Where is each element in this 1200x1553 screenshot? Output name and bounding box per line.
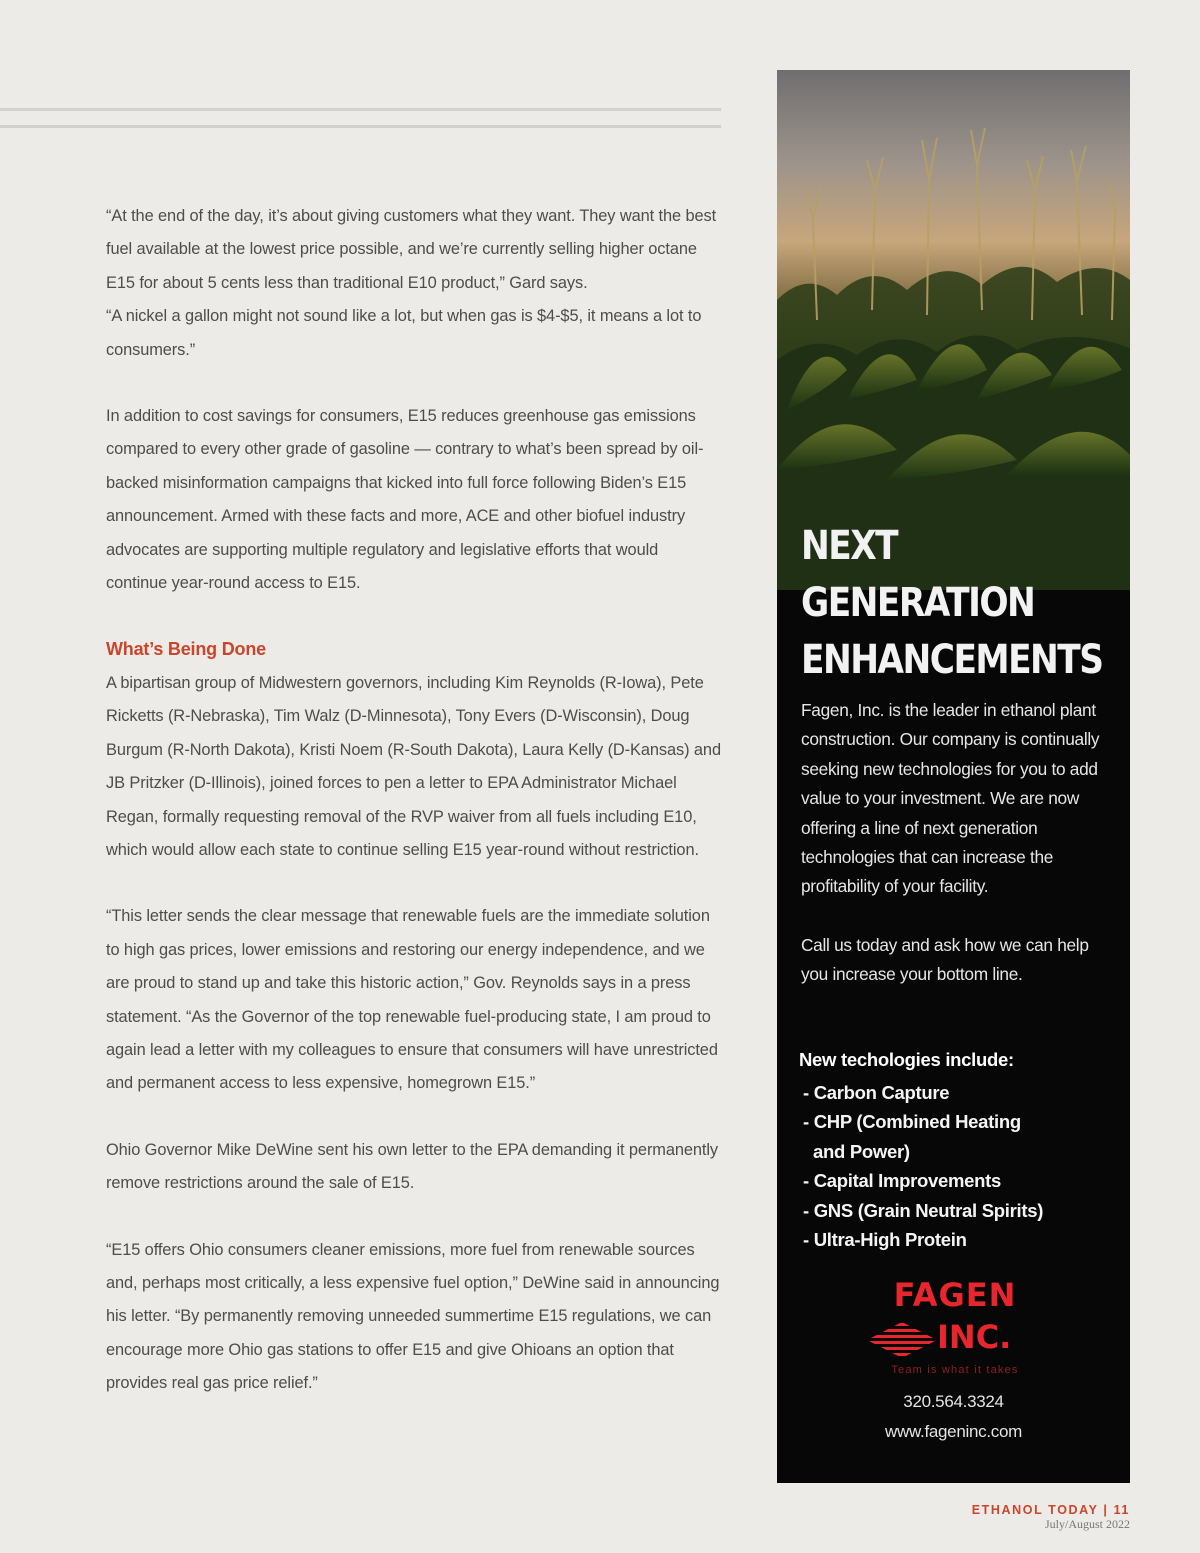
ad-headline-line: GENERATION — [801, 580, 1035, 626]
technology-list — [803, 1078, 1043, 1254]
page-footer — [972, 1502, 1130, 1531]
ad-body-paragraph: Call us today and ask how we can help you increase your bottom line. — [801, 934, 1089, 985]
technology-list-item: - GNS (Grain Neutral Spirits) — [803, 1199, 1044, 1221]
ad-list-title: New techologies include: — [799, 1049, 1014, 1070]
ad-headline-line: ENHANCEMENTS — [801, 637, 1103, 683]
footer-date: July/August 2022 — [1044, 1517, 1130, 1531]
article-paragraph: “At the end of the day, it’s about giving customers what they want. They want the best fuel available at the lowest price possible, and we’re currently selling higher octane E15 for about 5 cents less than traditional E10 product,” Gard says. — [106, 207, 717, 292]
footer-publication: ETHANOL TODAY | 11 — [971, 1503, 1130, 1517]
technology-list-item: - Ultra-High Protein — [803, 1229, 967, 1251]
cornfield-photo — [777, 70, 1130, 590]
top-rule-secondary — [0, 125, 721, 128]
ad-headline — [801, 518, 1102, 689]
technology-list-item-continuation: and Power) — [813, 1140, 910, 1162]
article-paragraph: “A nickel a gallon might not sound like a lot, but when gas is $4-$5, it means a lot to consumers.” — [106, 307, 702, 359]
fagen-logo — [865, 1276, 1045, 1380]
ad-body — [801, 696, 1117, 1019]
technology-list-item: - Capital Improvements — [803, 1170, 1001, 1192]
ad-headline-line: NEXT — [801, 523, 898, 569]
logo-wordmark-top: FAGEN — [893, 1276, 1017, 1314]
technology-list-item: - Carbon Capture — [803, 1082, 950, 1103]
ad-website-link[interactable]: www.fageninc.com — [885, 1422, 1022, 1441]
fagen-advertisement[interactable] — [777, 70, 1130, 1483]
article-paragraph: Ohio Governor Mike DeWine sent his own letter to the EPA demanding it permanently remove restrictions around the sale of E15. — [106, 1140, 719, 1193]
article-paragraph: “E15 offers Ohio consumers cleaner emissions, more fuel from renewable sources and, perhaps most critically, a less expensive fuel option,” DeWine said in announcing his letter. “By permanently removing unneeded summertime E15 regulations, we can encourage more Ohio gas stations to offer E15 and give Ohioans an option that provides real gas price relief.” — [106, 1240, 720, 1393]
technology-list-item — [803, 1107, 1043, 1166]
top-rule — [0, 108, 721, 111]
ad-body-paragraph: Fagen, Inc. is the leader in ethanol plant construction. Our company is continually seeking new technologies for you to add value to your investment. We are now offering a line of next generation technologies that can increase the profitability of your facility. — [801, 700, 1100, 897]
article-paragraph: A bipartisan group of Midwestern governors, including Kim Reynolds (R-Iowa), Pete Ricketts (R-Nebraska), Tim Walz (D-Minnesota), Tony Evers (D-Wisconsin), Doug Burgum (R-North Dakota), Kristi Noem (R-South Dakota), Laura Kelly (D-Kansas) and JB Pritzker (D-Illinois), joined forces to pen a letter to EPA Administrator Michael Regan, formally requesting removal of the RVP waiver from all fuels including E10, which would allow each state to continue selling E15 year-round without restriction. — [106, 673, 721, 859]
section-heading: What’s Being Done — [106, 639, 266, 660]
technology-list-item-text: - CHP (Combined Heating — [803, 1111, 1021, 1133]
article-column — [106, 200, 722, 1434]
article-paragraph: In addition to cost savings for consumers, E15 reduces greenhouse gas emissions compared to every other grade of gasoline — contrary to what’s been spread by oil-backed misinformation campaigns that kicked into full force following Biden’s E15 announcement. Armed with these facts and more, ACE and other biofuel industry advocates are supporting multiple regulatory and legislative efforts that would continue year-round access to E15. — [106, 407, 704, 593]
diamond-stripes-icon — [867, 1322, 937, 1358]
article-paragraph: “This letter sends the clear message that renewable fuels are the immediate solution to high gas prices, lower emissions and restoring our energy independence, and we are proud to stand up and take this historic action,” Gov. Reynolds says in a press statement. “As the Governor of the top renewable fuel-producing state, I am proud to again lead a letter with my colleagues to ensure that consumers will have unrestricted and permanent access to less expensive, homegrown E15.” — [106, 907, 718, 1093]
logo-wordmark-bottom: INC. — [937, 1318, 1012, 1356]
ad-phone-number[interactable]: 320.564.3324 — [903, 1392, 1004, 1411]
logo-tagline: Team is what it takes — [891, 1364, 1019, 1376]
